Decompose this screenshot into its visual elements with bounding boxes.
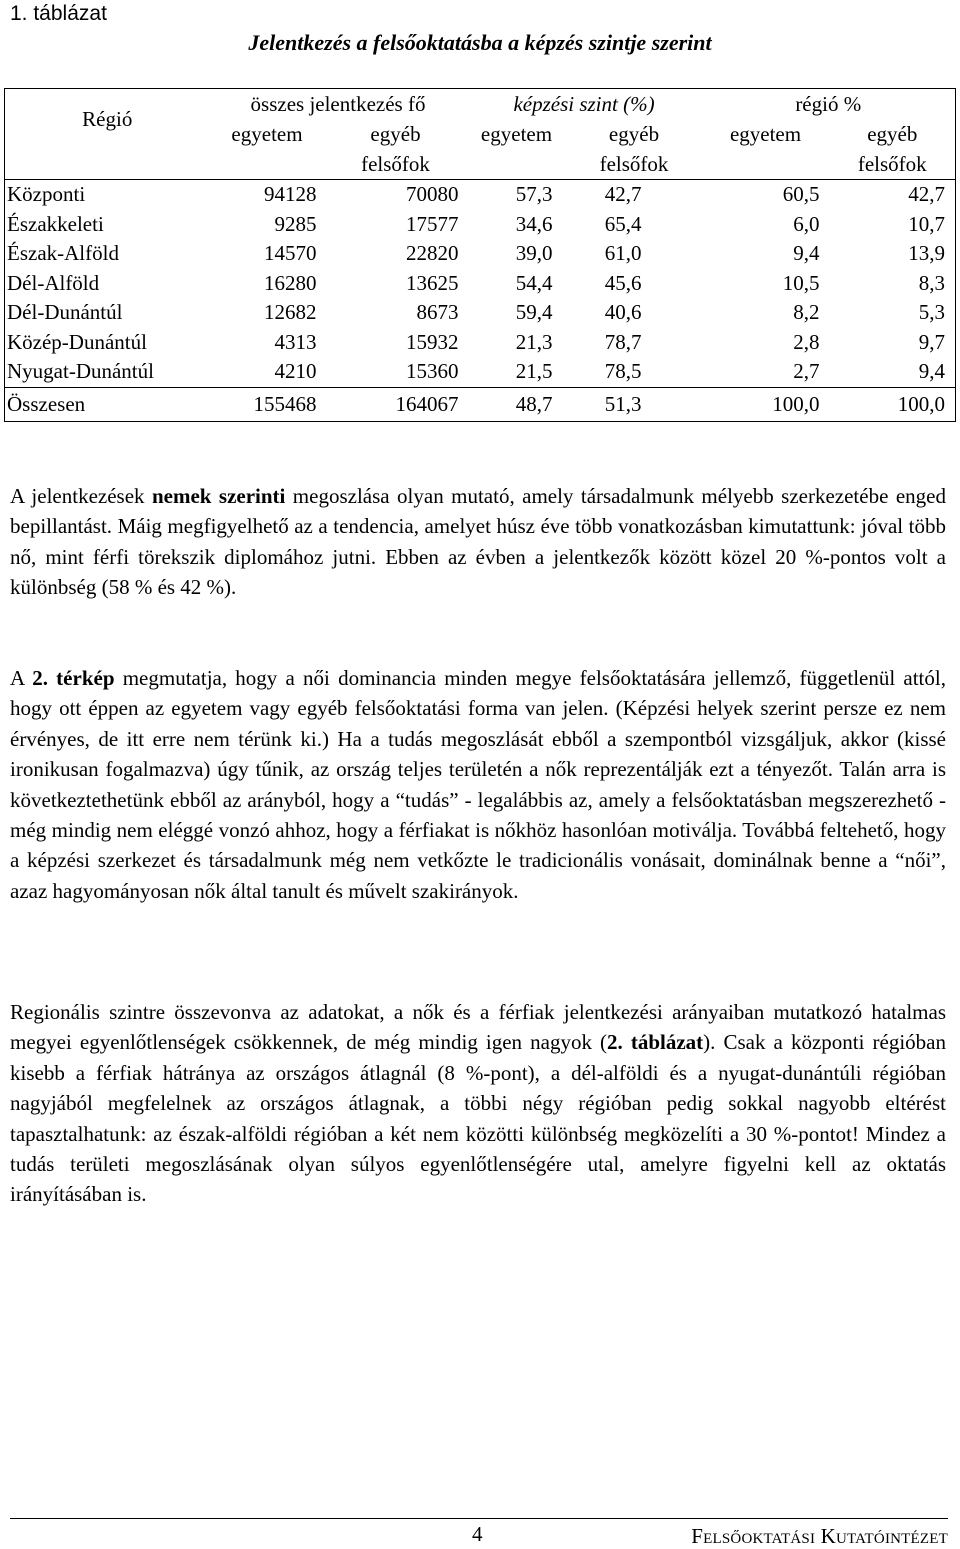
row-region-label: Dél-Dunántúl xyxy=(5,298,210,328)
table-body xyxy=(5,180,956,388)
header-level-egyeb: egyéb xyxy=(608,122,660,146)
total-cell: 155468 xyxy=(210,387,325,421)
table-cell: 6,0 xyxy=(793,211,820,236)
table-cell: 94128 xyxy=(210,180,325,210)
table-row xyxy=(5,357,956,387)
table-caption-label: 1. táblázat xyxy=(10,2,107,25)
total-cell: 164067 xyxy=(325,387,467,421)
table-cell: 2,8 xyxy=(793,329,820,354)
footer-rule xyxy=(10,1518,948,1519)
paragraph-text: ). Csak a központi régióban kisebb a férfiak hátránya az országos átlagnál (8 %-pont), a dél-alföldi és a nyugat-dunántúli régióban nagyjából megfelelnek az országos átlagnak, a többi négy régióban pedig sokkal nagyobb eltérést tapasztalhatunk: az észak-alföldi régióban a két nem közötti különbség megközelíti a 30 %-pontot! Mindez a tudás területi megoszlásának olyan súlyos egyenlőtlenségére utal, amelyre figyelni kell az oktatás irányításában is. xyxy=(10,1030,946,1207)
total-label: Összesen xyxy=(5,387,210,421)
header-row-felsofok xyxy=(5,149,956,180)
table-cell: 13625 xyxy=(406,270,459,295)
table-cell: 45,6 xyxy=(604,270,642,295)
table-cell: 54,4 xyxy=(515,270,553,295)
table-row xyxy=(5,328,956,358)
header-row-groups xyxy=(5,89,956,120)
header-total-egyeb: egyéb xyxy=(370,122,421,146)
table-cell: 39,0 xyxy=(515,241,553,265)
table-cell: 13,9 xyxy=(830,239,956,269)
table-cell: 10,7 xyxy=(830,210,956,240)
header-group-level: képzési szint (%) xyxy=(467,89,702,120)
table-cell: 10,5 xyxy=(782,270,820,295)
total-cell: 100,0 xyxy=(830,387,956,421)
header-group-region: régió % xyxy=(702,89,956,120)
table-row xyxy=(5,269,956,299)
paragraph-map xyxy=(10,663,946,906)
header-total-egyetem: egyetem xyxy=(231,122,303,146)
total-cell: 48,7 xyxy=(467,387,567,421)
header-region-felsofok: felsőfok xyxy=(830,149,956,180)
table-cell: 15932 xyxy=(406,329,459,354)
paragraph-text: A xyxy=(10,666,33,690)
table-cell: 9,7 xyxy=(830,328,956,358)
paragraph-emphasis: nemek szerinti xyxy=(151,484,286,508)
paragraph-text: A jelentkezések xyxy=(10,484,152,508)
total-cell: 100,0 xyxy=(702,387,830,421)
paragraph-emphasis: 2. táblázat xyxy=(607,1030,704,1055)
row-region-label: Észak-Alföld xyxy=(5,239,210,269)
table-cell: 70080 xyxy=(325,180,467,210)
table-cell: 14570 xyxy=(264,241,317,265)
table-cell: 60,5 xyxy=(702,180,830,210)
table-row xyxy=(5,298,956,328)
table-cell: 15360 xyxy=(406,359,459,383)
paragraph-regional xyxy=(10,997,946,1210)
row-region-label: Központi xyxy=(5,180,210,210)
table-cell: 4313 xyxy=(274,329,317,354)
footer-organization: Felsőoktatási Kutatóintézet xyxy=(691,1524,948,1548)
table-cell: 5,3 xyxy=(830,298,956,328)
table-cell: 17577 xyxy=(406,211,459,236)
table-cell: 8673 xyxy=(416,300,459,324)
page-number: 4 xyxy=(472,1522,483,1546)
header-level-egyetem: egyetem xyxy=(480,122,553,146)
table-cell: 9,4 xyxy=(793,241,820,265)
table-cell: 65,4 xyxy=(604,211,642,236)
header-region: Régió xyxy=(5,89,210,150)
paragraph-emphasis: 2. térkép xyxy=(32,666,115,690)
table-cell: 42,7 xyxy=(567,180,702,210)
table-cell: 21,3 xyxy=(515,329,553,354)
table-caption-title: Jelentkezés a felsőoktatásba a képzés szintje szerint xyxy=(248,30,712,55)
paragraph-gender xyxy=(10,481,946,603)
table-cell: 42,7 xyxy=(830,180,956,210)
table-cell: 8,2 xyxy=(793,300,820,324)
table-cell: 57,3 xyxy=(467,180,567,210)
header-region-egyetem: egyetem xyxy=(729,122,802,146)
header-level-felsofok: felsőfok xyxy=(599,152,669,176)
paragraph-text: Regionális szintre összevonva az adatokat, a nők és a férfiak jelentkezési arányaiban mutatkozó hatalmas megyei egyenlőtlenségek csökkennek, de még mindig igen nagyok ( xyxy=(10,1000,946,1055)
paragraph-text: megmutatja, hogy a női dominancia minden megye felsőoktatására jellemző, függetlenül attól, hogy ott éppen az egyetem vagy egyéb felsőoktatási forma van jelen. (Képzési helyek szerint persze ez nem érvényes, de itt erre nem térünk ki.) Ha a tudás megoszlását ebből a szempontból vizsgáljuk, akkor (kissé ironikusan fogalmazva) úgy tűnik, az ország teljes területén a nők reprezentálják ezt a tényezőt. Talán arra is következtethetünk ebből az arányból, hogy a “tudás” - legalábbis az, amely a felsőoktatásban megszerezhető - még mindig nem eléggé vonzó ahhoz, hogy a férfiakat is nőkhöz hasonlóan motiválja. Továbbá feltehető, hogy a képzési szerkezet és társadalmunk még nem vetkőzte le tradicionális vonásait, dominálnak benne a “női”, azaz hagyományosan nők által tanult és művelt szakirányok. xyxy=(10,666,946,903)
row-region-label: Közép-Dunántúl xyxy=(5,328,210,358)
header-group-total: összes jelentkezés fő xyxy=(210,89,467,120)
header-region-egyeb: egyéb xyxy=(830,119,956,149)
paragraph-text: megoszlása olyan mutató, amely társadalmunk mélyebb szerkezetébe enged bepillantást. Máig megfigyelhető az a tendencia, amelyet húsz éve több vonatkozásban kimutattunk: jóval több nő, mint férfi törekszik diplomához jutni. Ebben az évben a jelentkezők között közel 20 %-pontos volt a különbség (58 % és 42 %). xyxy=(10,484,946,600)
table-cell: 59,4 xyxy=(515,300,553,324)
table-cell: 78,5 xyxy=(604,359,642,383)
table-cell: 61,0 xyxy=(604,241,642,265)
table-cell: 78,7 xyxy=(604,329,642,354)
table-total-row xyxy=(5,387,956,421)
header-total-felsofok: felsőfok xyxy=(361,152,430,176)
row-region-label: Dél-Alföld xyxy=(5,269,210,299)
table-row xyxy=(5,180,956,210)
total-cell: 51,3 xyxy=(567,387,702,421)
table-cell: 12682 xyxy=(264,300,317,324)
table-cell: 22820 xyxy=(406,241,459,265)
table-row xyxy=(5,239,956,269)
table-cell: 9285 xyxy=(274,211,317,236)
table-cell: 16280 xyxy=(264,270,317,295)
table-cell: 4210 xyxy=(274,359,317,383)
row-region-label: Nyugat-Dunántúl xyxy=(5,357,210,387)
table-cell: 8,3 xyxy=(830,269,956,299)
table-cell: 21,5 xyxy=(515,359,553,383)
table-cell: 2,7 xyxy=(793,359,820,383)
table-row xyxy=(5,210,956,240)
table-cell: 34,6 xyxy=(515,211,553,236)
table-cell: 40,6 xyxy=(604,300,642,324)
data-table xyxy=(4,88,956,422)
row-region-label: Északkeleti xyxy=(5,210,210,240)
table-cell: 9,4 xyxy=(830,357,956,387)
